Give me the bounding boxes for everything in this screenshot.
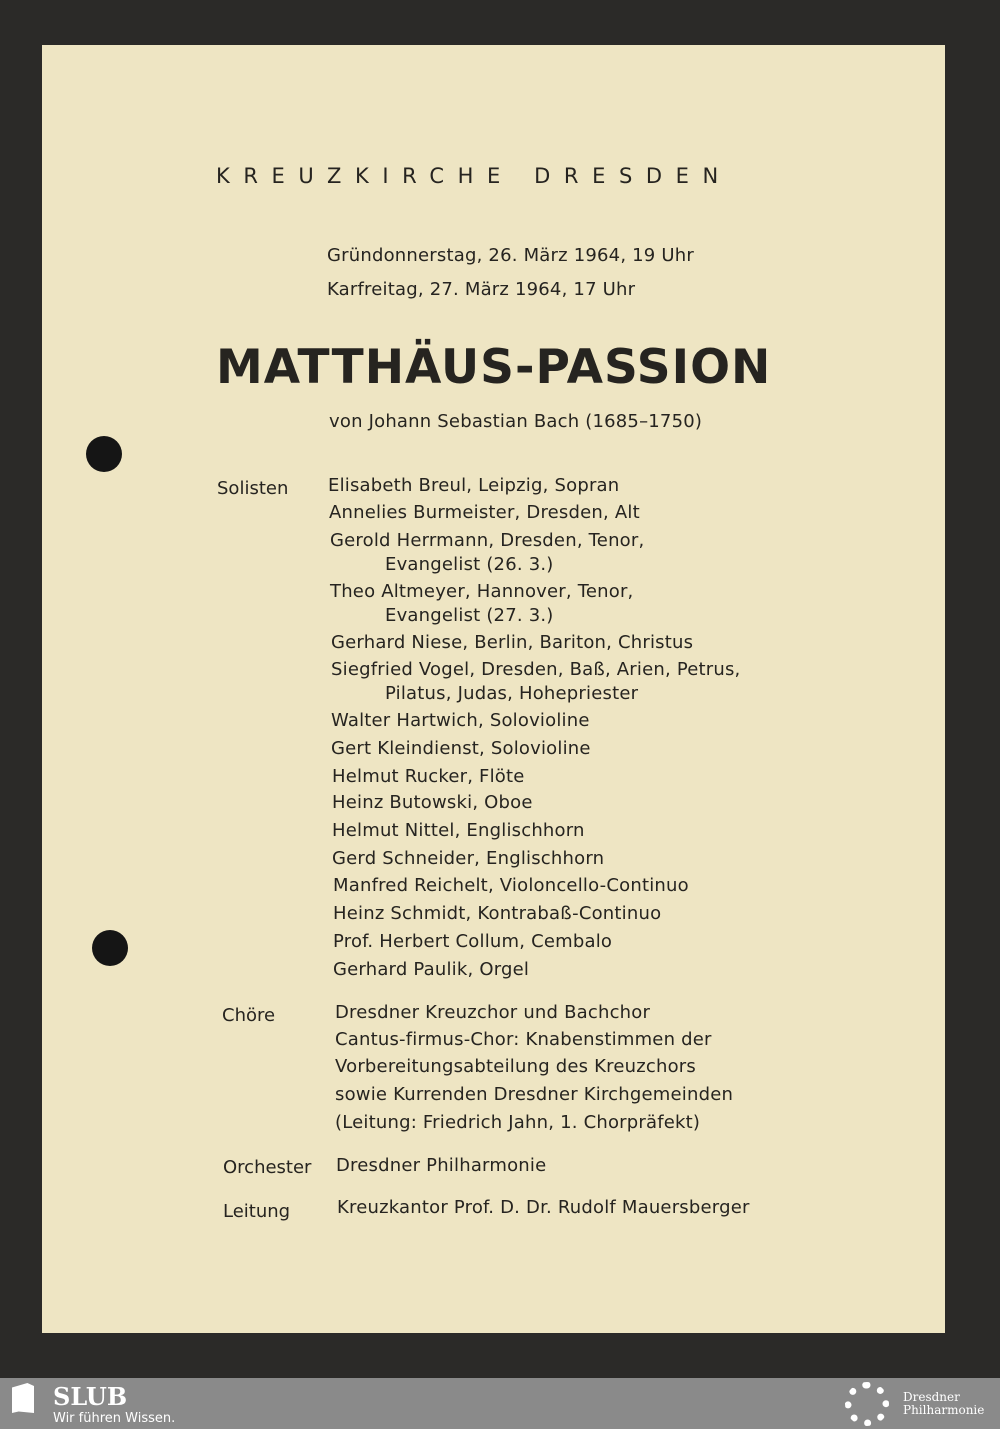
work-title: MATTHÄUS-PASSION: [216, 340, 772, 395]
list-item: Gert Kleindienst, Solovioline: [331, 738, 591, 759]
list-item: Manfred Reichelt, Violoncello-Continuo: [333, 875, 689, 896]
partner-line: Philharmonie: [903, 1403, 985, 1417]
label-orchester: Orchester: [223, 1157, 312, 1178]
list-item: Prof. Herbert Collum, Cembalo: [333, 931, 613, 952]
list-item: Evangelist (26. 3.): [385, 554, 554, 575]
date-line: Gründonnerstag, 26. März 1964, 19 Uhr: [327, 245, 694, 266]
philharmonie-logo-icon: [845, 1382, 889, 1426]
list-item: Gerhard Paulik, Orgel: [333, 959, 530, 980]
slub-tagline: Wir führen Wissen.: [53, 1411, 176, 1426]
list-item: Elisabeth Breul, Leipzig, Sopran: [328, 475, 620, 496]
label-choere: Chöre: [222, 1005, 276, 1026]
composer: von Johann Sebastian Bach (1685–1750): [329, 411, 703, 432]
partner-line: Dresdner: [903, 1390, 960, 1404]
list-item: Cantus-firmus-Chor: Knabenstimmen der: [335, 1029, 712, 1050]
list-item: Annelies Burmeister, Dresden, Alt: [329, 502, 640, 523]
list-item: Gerd Schneider, Englischhorn: [332, 848, 605, 869]
punch-hole: [86, 436, 122, 472]
list-item: Heinz Schmidt, Kontrabaß-Continuo: [333, 903, 662, 924]
label-solisten: Solisten: [217, 478, 289, 499]
list-item: Siegfried Vogel, Dresden, Baß, Arien, Petrus,: [331, 659, 741, 680]
list-item: Gerhard Niese, Berlin, Bariton, Christus: [331, 632, 694, 653]
list-item: Walter Hartwich, Solovioline: [331, 710, 590, 731]
list-item: Dresdner Kreuzchor und Bachchor: [335, 1002, 651, 1023]
date-line: Karfreitag, 27. März 1964, 17 Uhr: [327, 279, 636, 300]
label-leitung: Leitung: [223, 1201, 291, 1222]
list-item: Heinz Butowski, Oboe: [332, 792, 533, 813]
footer-bar: [0, 1378, 1000, 1429]
conductor-value: Kreuzkantor Prof. D. Dr. Rudolf Mauersberger: [337, 1197, 750, 1218]
slub-name: SLUB: [53, 1382, 128, 1411]
list-item: (Leitung: Friedrich Jahn, 1. Chorpräfekt): [335, 1112, 701, 1133]
punch-hole: [92, 930, 128, 966]
venue-header: KREUZKIRCHE DRESDEN: [216, 164, 732, 188]
list-item: Helmut Rucker, Flöte: [332, 766, 525, 787]
partner-name: [903, 1391, 984, 1417]
list-item: Theo Altmeyer, Hannover, Tenor,: [330, 581, 634, 602]
list-item: Evangelist (27. 3.): [385, 605, 554, 626]
slub-logo-icon: [12, 1383, 34, 1413]
list-item: Pilatus, Judas, Hohepriester: [385, 683, 639, 704]
list-item: Vorbereitungsabteilung des Kreuzchors: [335, 1056, 696, 1077]
list-item: Gerold Herrmann, Dresden, Tenor,: [330, 530, 645, 551]
orchestra-value: Dresdner Philharmonie: [336, 1155, 547, 1176]
list-item: sowie Kurrenden Dresdner Kirchgemeinden: [335, 1084, 734, 1105]
list-item: Helmut Nittel, Englischhorn: [332, 820, 585, 841]
